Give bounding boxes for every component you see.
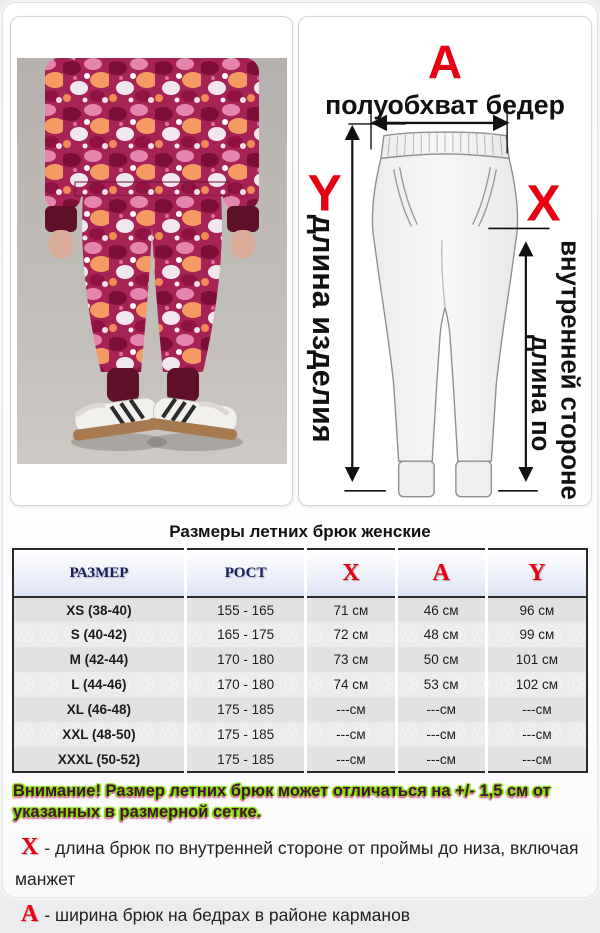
size-warning: Внимание! Размер летних брюк может отличаться на +/- 1,5 см от указанных в размерной сетке. [13, 781, 589, 823]
legend-key-x: X [21, 834, 38, 860]
size-table-header [13, 549, 587, 597]
cell-size: XXXL (50-52) [13, 747, 185, 772]
caption-a: полуобхват бедер [325, 90, 565, 120]
size-diagram [301, 20, 589, 502]
table-row [13, 697, 587, 722]
cell-x: ---см [306, 722, 396, 747]
table-row [13, 672, 587, 697]
cell-height: 170 - 180 [185, 647, 305, 672]
cell-size: L (44-46) [13, 672, 185, 697]
cell-a: 53 см [396, 672, 486, 697]
header-y: Y [486, 549, 587, 597]
cell-y: ---см [486, 722, 587, 747]
header-height: РОСТ [185, 549, 305, 597]
cell-y: 99 см [486, 622, 587, 647]
cell-y: ---см [486, 747, 587, 772]
cell-size: S (40-42) [13, 622, 185, 647]
cell-x: ---см [306, 747, 396, 772]
size-table [12, 548, 588, 773]
size-diagram-card[interactable] [298, 16, 592, 506]
cell-size: XL (46-48) [13, 697, 185, 722]
cell-size: M (42-44) [13, 647, 185, 672]
cell-x: 74 см [306, 672, 396, 697]
cell-a: 50 см [396, 647, 486, 672]
cell-y: 101 см [486, 647, 587, 672]
right-axis-label-line2: внутренней стороне [555, 240, 583, 499]
product-photo [17, 58, 287, 464]
cell-height: 155 - 165 [185, 597, 305, 622]
legend-text-x: - длина брюк по внутренней стороне от проймы до низа, включая манжет [15, 838, 578, 889]
legend-line-x [15, 829, 587, 893]
table-row [13, 722, 587, 747]
legend-text-a: - ширина брюк на бедрах в районе карманов [44, 905, 410, 925]
label-a: A [428, 37, 462, 90]
cell-a: 46 см [396, 597, 486, 622]
legend-key-a: A [21, 901, 38, 927]
cell-height: 175 - 185 [185, 697, 305, 722]
cell-height: 165 - 175 [185, 622, 305, 647]
cell-x: 72 см [306, 622, 396, 647]
pants-drawing [372, 132, 517, 497]
cell-a: ---см [396, 697, 486, 722]
table-row [13, 647, 587, 672]
product-info-page [2, 2, 598, 898]
cell-x: ---см [306, 697, 396, 722]
cell-height: 170 - 180 [185, 672, 305, 697]
legend-line-a [15, 896, 587, 933]
cell-y: 102 см [486, 672, 587, 697]
cell-a: ---см [396, 722, 486, 747]
cell-x: 73 см [306, 647, 396, 672]
measurement-legend [15, 829, 587, 933]
table-row [13, 747, 587, 772]
cell-height: 175 - 185 [185, 722, 305, 747]
cell-height: 175 - 185 [185, 747, 305, 772]
cell-a: ---см [396, 747, 486, 772]
label-y: Y [308, 165, 342, 222]
right-axis-label-line1: длина по [526, 335, 554, 451]
cell-size: XS (38-40) [13, 597, 185, 622]
header-size: РАЗМЕР [13, 549, 185, 597]
table-row [13, 622, 587, 647]
media-row [3, 3, 597, 506]
header-a: A [396, 549, 486, 597]
cell-y: ---см [486, 697, 587, 722]
cell-size: XXL (48-50) [13, 722, 185, 747]
table-row [13, 597, 587, 622]
left-axis-label: длина изделия [306, 215, 340, 443]
size-table-body [13, 597, 587, 772]
cell-y: 96 см [486, 597, 587, 622]
page-title: Размеры летних брюк женские [3, 522, 597, 542]
cell-x: 71 см [306, 597, 396, 622]
header-x: X [306, 549, 396, 597]
cell-a: 48 см [396, 622, 486, 647]
product-photo-card[interactable] [10, 16, 293, 506]
label-x: X [527, 175, 561, 232]
